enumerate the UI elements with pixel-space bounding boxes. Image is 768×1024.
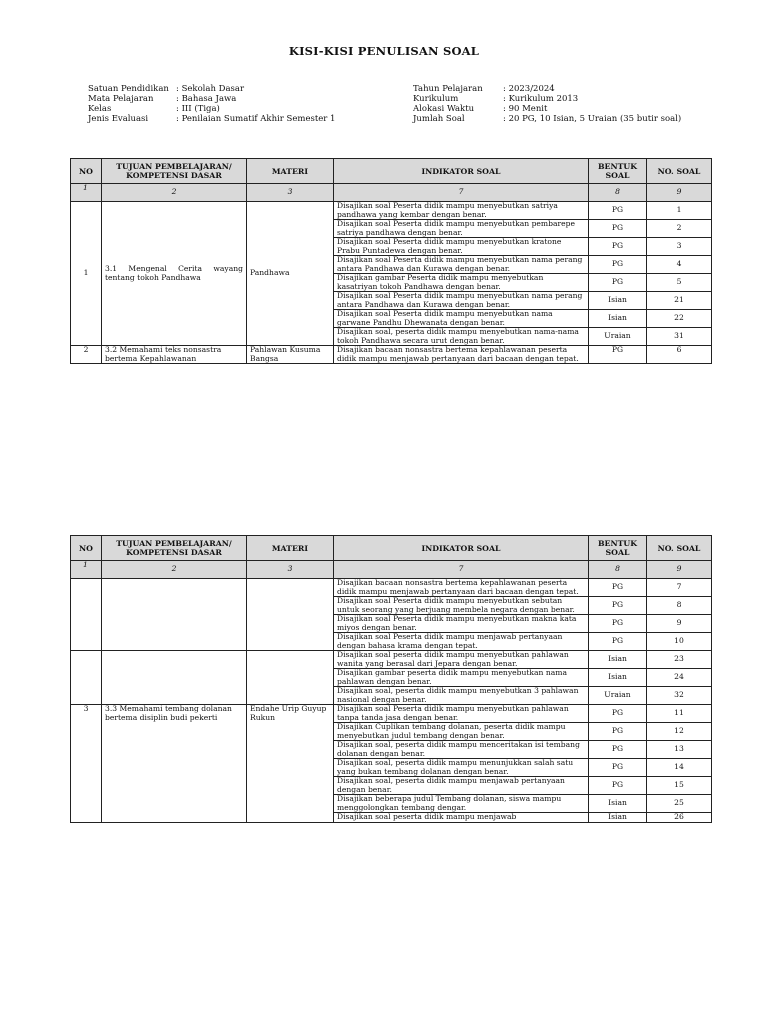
column-number: 9 — [647, 184, 712, 202]
column-number: 7 — [334, 561, 589, 579]
bentuk-cell: Uraian — [589, 328, 647, 346]
bentuk-cell: Isian — [589, 813, 647, 823]
column-number: 9 — [647, 561, 712, 579]
header-bentuk: BENTUK SOAL — [589, 536, 647, 561]
column-number: 8 — [589, 561, 647, 579]
header-indikator: INDIKATOR SOAL — [334, 159, 589, 184]
materi-cell: Pandhawa — [247, 202, 334, 346]
bentuk-cell: PG — [589, 579, 647, 597]
nosoal-cell: 15 — [647, 777, 712, 795]
nosoal-cell: 5 — [647, 274, 712, 292]
nosoal-cell: 8 — [647, 597, 712, 615]
bentuk-cell: PG — [589, 723, 647, 741]
info-value: : 2023/2024 — [503, 84, 555, 94]
header-tujuan: TUJUAN PEMBELAJARAN/ KOMPETENSI DASAR — [102, 159, 247, 184]
info-value: : 20 PG, 10 Isian, 5 Uraian (35 butir soal) — [503, 114, 682, 124]
tujuan-cell — [102, 579, 247, 651]
info-label: Satuan Pendidikan — [88, 84, 169, 94]
table-body — [71, 202, 712, 364]
indikator-cell: Disajikan soal Peserta didik mampu menyebutkan sebutan untuk seorang yang berjuang membela negara dengan benar. — [334, 597, 589, 615]
indikator-cell: Disajikan soal Peserta didik mampu menjawab pertanyaan dengan bahasa krama dengan tepat. — [334, 633, 589, 651]
header-tujuan: TUJUAN PEMBELAJARAN/ KOMPETENSI DASAR — [102, 536, 247, 561]
info-value: : Penilaian Sumatif Akhir Semester 1 — [176, 114, 336, 124]
row-number — [71, 651, 102, 705]
info-label: Tahun Pelajaran — [413, 84, 483, 94]
bentuk-cell: PG — [589, 705, 647, 723]
indikator-cell: Disajikan soal Peserta didik mampu menyebutkan makna kata miyos dengan benar. — [334, 615, 589, 633]
nosoal-cell: 24 — [647, 669, 712, 687]
indikator-cell: Disajikan soal peserta didik mampu menyebutkan pahlawan wanita yang berasal dari Jepara dengan benar. — [334, 651, 589, 669]
row-number: 1 — [71, 202, 102, 346]
table-row — [71, 346, 712, 364]
bentuk-cell: PG — [589, 238, 647, 256]
nosoal-cell: 9 — [647, 615, 712, 633]
indikator-cell: Disajikan soal Peserta didik mampu menyebutkan nama perang antara Pandhawa dan Kurawa dengan benar. — [334, 256, 589, 274]
header-row — [71, 536, 712, 561]
table-row — [71, 705, 712, 723]
tujuan-cell: 3.3 Memahami tembang dolanan bertema disiplin budi pekerti — [102, 705, 247, 823]
bentuk-cell: PG — [589, 274, 647, 292]
table-body — [71, 579, 712, 823]
info-value: : Sekolah Dasar — [176, 84, 245, 94]
indikator-cell: Disajikan soal Peserta didik mampu menyebutkan kratone Prabu Puntadewa dengan benar. — [334, 238, 589, 256]
bentuk-cell: PG — [589, 346, 647, 364]
indikator-cell: Disajikan soal Peserta didik mampu menyebutkan nama garwane Pandhu Dhewanata dengan benar. — [334, 310, 589, 328]
document-title: KISI-KISI PENULISAN SOAL — [288, 44, 480, 58]
indikator-cell: Disajikan gambar Peserta didik mampu menyebutkan kasatriyan tokoh Pandhawa dengan benar. — [334, 274, 589, 292]
row-number: 2 — [71, 346, 102, 364]
nosoal-cell: 23 — [647, 651, 712, 669]
nosoal-cell: 32 — [647, 687, 712, 705]
header-no: NO — [71, 536, 102, 561]
nosoal-cell: 10 — [647, 633, 712, 651]
nosoal-cell: 31 — [647, 328, 712, 346]
indikator-cell: Disajikan soal, peserta didik mampu menyebutkan 3 pahlawan nasional dengan benar. — [334, 687, 589, 705]
nosoal-cell: 3 — [647, 238, 712, 256]
indikator-cell: Disajikan soal Peserta didik mampu menyebutkan pembarepe satriya pandhawa dengan benar. — [334, 220, 589, 238]
indikator-cell: Disajikan soal peserta didik mampu menjawab — [334, 813, 589, 823]
indikator-cell: Disajikan bacaan nonsastra bertema kepahlawanan peserta didik mampu menjawab pertanyaan dari bacaan dengan tepat. — [334, 579, 589, 597]
info-row — [413, 114, 681, 124]
header-materi: MATERI — [247, 159, 334, 184]
nosoal-cell: 22 — [647, 310, 712, 328]
bentuk-cell: PG — [589, 633, 647, 651]
row-number: 3 — [71, 705, 102, 823]
tujuan-cell: 3.2 Memahami teks nonsastra bertema Kepahlawanan — [102, 346, 247, 364]
info-row — [413, 84, 681, 94]
bentuk-cell: Uraian — [589, 687, 647, 705]
header-nosoal: NO. SOAL — [647, 536, 712, 561]
table-row — [71, 202, 712, 220]
row-number — [71, 579, 102, 651]
column-number: 1 — [71, 184, 102, 202]
tujuan-cell: 3.1 Mengenal Cerita wayang tentang tokoh Pandhawa — [102, 202, 247, 346]
bentuk-cell: Isian — [589, 292, 647, 310]
info-row — [413, 94, 681, 104]
bentuk-cell: Isian — [589, 795, 647, 813]
nosoal-cell: 7 — [647, 579, 712, 597]
info-left — [88, 84, 335, 124]
column-number-row — [71, 561, 712, 579]
kisi-kisi-table-2 — [70, 535, 712, 823]
info-label: Jumlah Soal — [413, 114, 465, 124]
kisi-kisi-table-1 — [70, 158, 712, 364]
nosoal-cell: 12 — [647, 723, 712, 741]
indikator-cell: Disajikan soal Peserta didik mampu menyebutkan pahlawan tanpa tanda jasa dengan benar. — [334, 705, 589, 723]
materi-cell — [247, 651, 334, 705]
info-value: : III (Tiga) — [176, 104, 220, 114]
header-materi: MATERI — [247, 536, 334, 561]
nosoal-cell: 21 — [647, 292, 712, 310]
info-label: Alokasi Waktu — [413, 104, 475, 114]
info-row — [88, 94, 335, 104]
info-right — [413, 84, 681, 124]
nosoal-cell: 13 — [647, 741, 712, 759]
info-label: Kurikulum — [413, 94, 459, 104]
info-label: Jenis Evaluasi — [88, 114, 149, 124]
column-number-row — [71, 184, 712, 202]
materi-cell: Pahlawan Kusuma Bangsa — [247, 346, 334, 364]
column-number: 1 — [71, 561, 102, 579]
info-row — [88, 84, 335, 94]
column-number: 7 — [334, 184, 589, 202]
indikator-cell: Disajikan bacaan nonsastra bertema kepahlawanan peserta didik mampu menjawab pertanyaan dari bacaan dengan tepat. — [334, 346, 589, 364]
tujuan-cell — [102, 651, 247, 705]
bentuk-cell: PG — [589, 256, 647, 274]
info-label: Kelas — [88, 104, 112, 114]
column-number: 2 — [102, 184, 247, 202]
bentuk-cell: PG — [589, 741, 647, 759]
indikator-cell: Disajikan soal Peserta didik mampu menyebutkan nama perang antara Pandhawa dan Kurawa dengan benar. — [334, 292, 589, 310]
bentuk-cell: Isian — [589, 310, 647, 328]
nosoal-cell: 2 — [647, 220, 712, 238]
info-value: : Kurikulum 2013 — [503, 94, 579, 104]
bentuk-cell: Isian — [589, 669, 647, 687]
header-indikator: INDIKATOR SOAL — [334, 536, 589, 561]
info-value: : 90 Menit — [503, 104, 548, 114]
indikator-cell: Disajikan soal, peserta didik mampu menceritakan isi tembang dolanan dengan benar. — [334, 741, 589, 759]
nosoal-cell: 4 — [647, 256, 712, 274]
indikator-cell: Disajikan soal, peserta didik mampu menjawab pertanyaan dengan benar. — [334, 777, 589, 795]
indikator-cell: Disajikan beberapa judul Tembang dolanan, siswa mampu menggolongkan tembang dengar. — [334, 795, 589, 813]
bentuk-cell: PG — [589, 777, 647, 795]
indikator-cell: Disajikan gambar peserta didik mampu menyebutkan nama pahlawan dengan benar. — [334, 669, 589, 687]
header-row — [71, 159, 712, 184]
info-label: Mata Pelajaran — [88, 94, 154, 104]
header-bentuk: BENTUK SOAL — [589, 159, 647, 184]
materi-cell: Endahe Urip Guyup Rukun — [247, 705, 334, 823]
indikator-cell: Disajikan soal, peserta didik mampu menyebutkan nama-nama tokoh Pandhawa secara urut dengan benar. — [334, 328, 589, 346]
bentuk-cell: PG — [589, 759, 647, 777]
nosoal-cell: 26 — [647, 813, 712, 823]
header-no: NO — [71, 159, 102, 184]
column-number: 2 — [102, 561, 247, 579]
header-nosoal: NO. SOAL — [647, 159, 712, 184]
table-row — [71, 579, 712, 597]
indikator-cell: Disajikan soal Peserta didik mampu menyebutkan satriya pandhawa yang kembar dengan benar. — [334, 202, 589, 220]
nosoal-cell: 1 — [647, 202, 712, 220]
info-row — [88, 114, 335, 124]
info-row — [88, 104, 335, 114]
nosoal-cell: 25 — [647, 795, 712, 813]
bentuk-cell: Isian — [589, 651, 647, 669]
materi-cell — [247, 579, 334, 651]
nosoal-cell: 14 — [647, 759, 712, 777]
column-number: 8 — [589, 184, 647, 202]
bentuk-cell: PG — [589, 615, 647, 633]
nosoal-cell: 11 — [647, 705, 712, 723]
nosoal-cell: 6 — [647, 346, 712, 364]
info-value: : Bahasa Jawa — [176, 94, 237, 104]
bentuk-cell: PG — [589, 202, 647, 220]
bentuk-cell: PG — [589, 220, 647, 238]
bentuk-cell: PG — [589, 597, 647, 615]
column-number: 3 — [247, 561, 334, 579]
indikator-cell: Disajikan Cuplikan tembang dolanan, peserta didik mampu menyebutkan judul tembang dengan benar. — [334, 723, 589, 741]
indikator-cell: Disajikan soal, peserta didik mampu menunjukkan salah satu yang bukan tembang dolanan dengan benar. — [334, 759, 589, 777]
table-row — [71, 651, 712, 669]
info-row — [413, 104, 681, 114]
column-number: 3 — [247, 184, 334, 202]
